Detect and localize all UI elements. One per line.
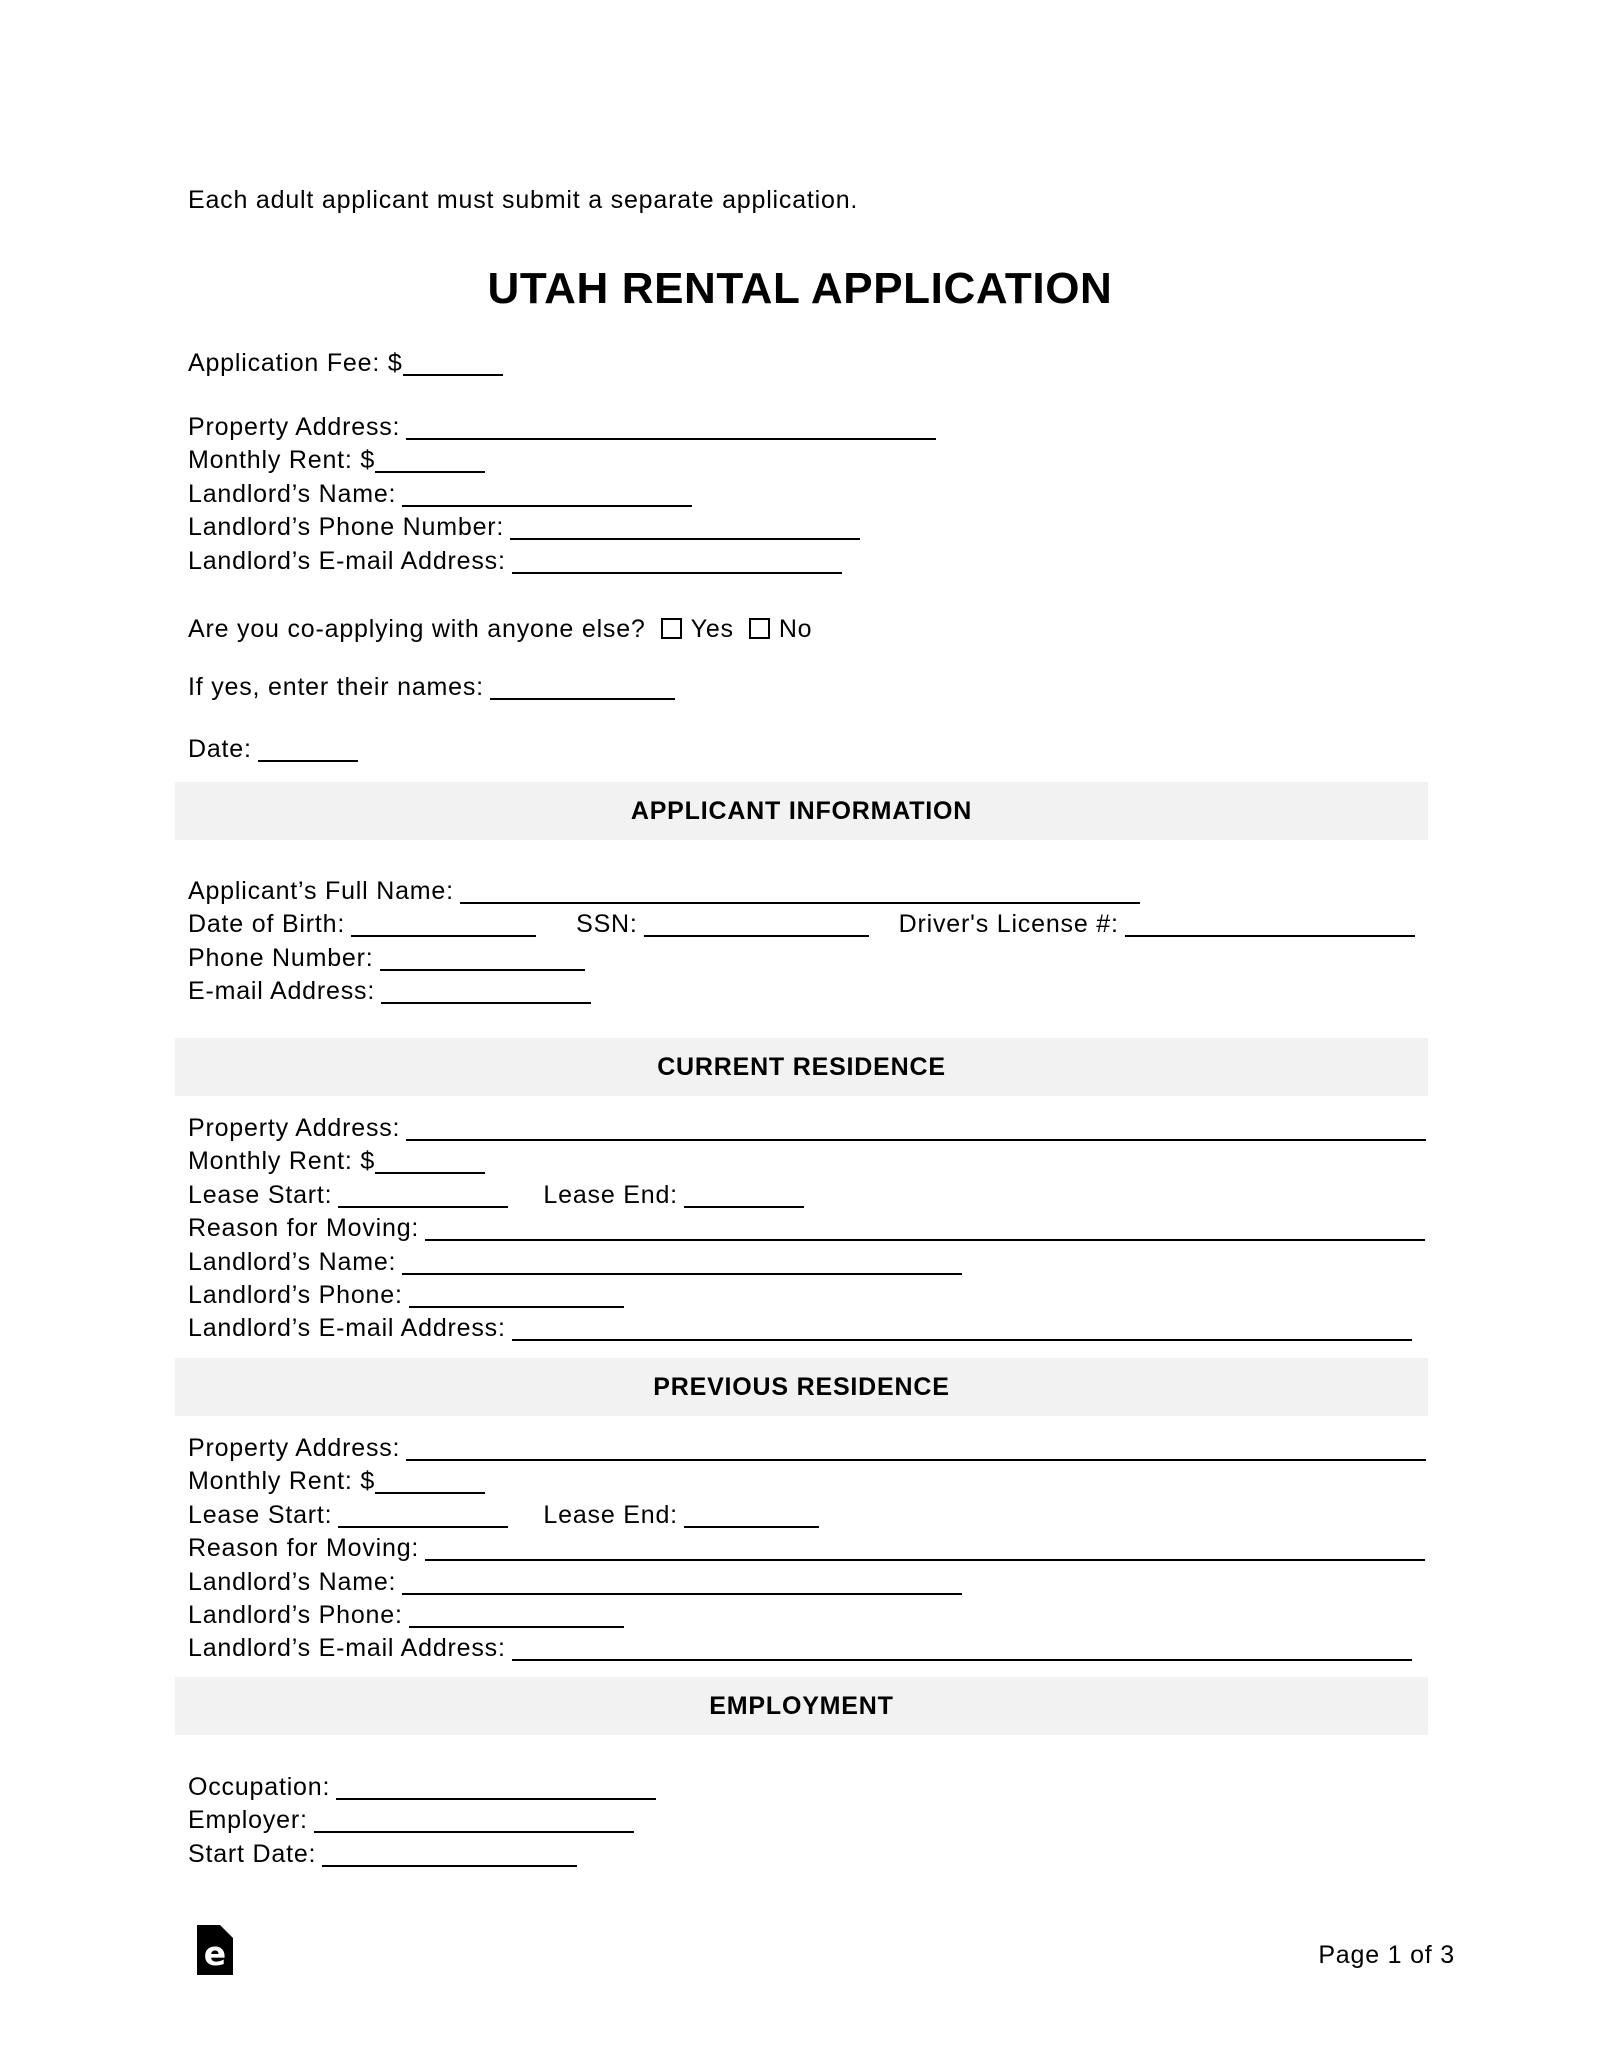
- previous-monthly-rent-input[interactable]: [375, 1476, 485, 1494]
- start-date-line: [188, 1838, 656, 1871]
- current-landlord-email-line: [188, 1312, 1426, 1345]
- section-header-applicant-information: [175, 782, 1428, 840]
- current-reason-line: [188, 1212, 1426, 1245]
- monthly-rent-label: Monthly Rent: $: [188, 446, 376, 475]
- landlord-email-line: [188, 545, 936, 578]
- previous-property-address-input[interactable]: [406, 1443, 1426, 1461]
- current-lease-start-input[interactable]: [338, 1190, 508, 1208]
- current-monthly-rent-input[interactable]: [375, 1156, 485, 1174]
- current-landlord-phone-input[interactable]: [409, 1290, 624, 1308]
- landlord-phone-input[interactable]: [510, 522, 860, 540]
- section-header-employment: [175, 1677, 1428, 1735]
- previous-reason-label: Reason for Moving:: [188, 1534, 420, 1563]
- landlord-phone-line: [188, 511, 936, 544]
- dob-label: Date of Birth:: [188, 910, 346, 939]
- drivers-license-label: Driver's License #:: [898, 910, 1119, 939]
- current-lease-start-label: Lease Start:: [188, 1180, 333, 1209]
- current-residence-block: [188, 1112, 1426, 1346]
- previous-landlord-email-label: Landlord’s E-mail Address:: [188, 1634, 506, 1663]
- phone-number-input[interactable]: [380, 953, 585, 971]
- current-reason-label: Reason for Moving:: [188, 1214, 420, 1243]
- previous-landlord-name-line: [188, 1566, 1426, 1599]
- coapplicant-names-label: If yes, enter their names:: [188, 673, 484, 701]
- current-landlord-email-input[interactable]: [512, 1323, 1412, 1341]
- current-monthly-rent-label: Monthly Rent: $: [188, 1147, 376, 1176]
- current-landlord-phone-label: Landlord’s Phone:: [188, 1281, 403, 1310]
- current-lease-end-label: Lease End:: [543, 1180, 678, 1209]
- start-date-label: Start Date:: [188, 1839, 317, 1868]
- subject-property-block: [188, 411, 936, 578]
- previous-reason-input[interactable]: [425, 1543, 1425, 1561]
- previous-property-address-line: [188, 1432, 1426, 1465]
- eforms-logo-letter: e: [203, 1934, 227, 1973]
- employer-label: Employer:: [188, 1806, 308, 1835]
- landlord-email-input[interactable]: [512, 556, 842, 574]
- section-header-current-residence: [175, 1038, 1428, 1096]
- drivers-license-input[interactable]: [1125, 919, 1415, 937]
- property-address-label: Property Address:: [188, 413, 401, 441]
- coapplicant-names-line: [188, 671, 675, 704]
- current-lease-end-input[interactable]: [684, 1190, 804, 1208]
- email-address-line: [188, 975, 1415, 1008]
- coapply-no-label: No: [778, 615, 813, 643]
- ssn-label: SSN:: [576, 910, 638, 939]
- current-landlord-email-label: Landlord’s E-mail Address:: [188, 1314, 506, 1343]
- full-name-label: Applicant’s Full Name:: [188, 877, 454, 905]
- email-address-input[interactable]: [381, 986, 591, 1004]
- monthly-rent-input[interactable]: [375, 455, 485, 473]
- previous-landlord-phone-label: Landlord’s Phone:: [188, 1601, 403, 1630]
- full-name-input[interactable]: [460, 886, 1140, 904]
- section-header-previous-residence: [175, 1358, 1428, 1416]
- current-monthly-rent-line: [188, 1145, 1426, 1178]
- previous-landlord-name-label: Landlord’s Name:: [188, 1567, 397, 1596]
- email-address-label: E-mail Address:: [188, 977, 376, 1006]
- previous-monthly-rent-label: Monthly Rent: $: [188, 1467, 376, 1496]
- start-date-input[interactable]: [322, 1849, 577, 1867]
- current-landlord-phone-line: [188, 1279, 1426, 1312]
- previous-reason-line: [188, 1532, 1426, 1565]
- current-property-address-label: Property Address:: [188, 1114, 401, 1142]
- previous-landlord-name-input[interactable]: [402, 1577, 962, 1595]
- coapply-line: [188, 613, 812, 646]
- dob-input[interactable]: [351, 919, 536, 937]
- current-property-address-line: [188, 1112, 1426, 1145]
- ssn-input[interactable]: [644, 919, 869, 937]
- landlord-phone-label: Landlord’s Phone Number:: [188, 513, 505, 542]
- previous-property-address-label: Property Address:: [188, 1434, 401, 1462]
- current-landlord-name-label: Landlord’s Name:: [188, 1247, 397, 1276]
- property-address-input[interactable]: [406, 422, 936, 440]
- full-name-line: [188, 875, 1415, 908]
- landlord-name-line: [188, 478, 936, 511]
- previous-lease-start-label: Lease Start:: [188, 1500, 333, 1529]
- employer-input[interactable]: [314, 1815, 634, 1833]
- occupation-label: Occupation:: [188, 1773, 331, 1801]
- dob-ssn-license-line: [188, 908, 1415, 941]
- current-landlord-name-input[interactable]: [402, 1257, 962, 1275]
- previous-landlord-phone-input[interactable]: [409, 1610, 624, 1628]
- previous-lease-end-input[interactable]: [684, 1510, 819, 1528]
- coapplicant-names-input[interactable]: [490, 682, 675, 700]
- intro-text: Each adult applicant must submit a separate application.: [188, 186, 859, 214]
- occupation-input[interactable]: [336, 1782, 656, 1800]
- eforms-logo-icon: [197, 1925, 233, 1975]
- page-title: UTAH RENTAL APPLICATION: [487, 264, 1113, 313]
- coapply-question: Are you co-applying with anyone else?: [188, 615, 646, 643]
- previous-lease-start-input[interactable]: [338, 1510, 508, 1528]
- landlord-name-input[interactable]: [402, 489, 692, 507]
- previous-landlord-phone-line: [188, 1599, 1426, 1632]
- occupation-line: [188, 1771, 656, 1804]
- monthly-rent-line: [188, 444, 936, 477]
- previous-lease-line: [188, 1499, 1426, 1532]
- previous-monthly-rent-line: [188, 1465, 1426, 1498]
- section-header-current-residence-text: CURRENT RESIDENCE: [657, 1052, 946, 1081]
- current-landlord-name-line: [188, 1246, 1426, 1279]
- landlord-name-label: Landlord’s Name:: [188, 479, 397, 508]
- phone-number-line: [188, 942, 1415, 975]
- date-input[interactable]: [258, 744, 358, 762]
- application-fee-input[interactable]: [403, 358, 503, 376]
- current-lease-line: [188, 1179, 1426, 1212]
- current-property-address-input[interactable]: [406, 1123, 1426, 1141]
- date-label: Date:: [188, 735, 252, 763]
- section-header-previous-residence-text: PREVIOUS RESIDENCE: [653, 1372, 950, 1401]
- phone-number-label: Phone Number:: [188, 943, 374, 972]
- coapply-no-checkbox[interactable]: [749, 618, 770, 639]
- coapply-yes-label: Yes: [690, 615, 734, 643]
- date-line: [188, 733, 358, 766]
- application-fee-line: [188, 347, 503, 380]
- previous-landlord-email-line: [188, 1632, 1426, 1665]
- previous-residence-block: [188, 1432, 1426, 1666]
- previous-lease-end-label: Lease End:: [543, 1500, 678, 1529]
- applicant-information-block: [188, 875, 1415, 1009]
- section-header-employment-text: EMPLOYMENT: [709, 1691, 894, 1720]
- property-address-line: [188, 411, 936, 444]
- previous-landlord-email-input[interactable]: [512, 1643, 1412, 1661]
- employment-block: [188, 1771, 656, 1871]
- employer-line: [188, 1804, 656, 1837]
- section-header-applicant-information-text: APPLICANT INFORMATION: [630, 796, 973, 825]
- coapply-yes-checkbox[interactable]: [661, 618, 682, 639]
- current-reason-input[interactable]: [425, 1223, 1425, 1241]
- landlord-email-label: Landlord’s E-mail Address:: [188, 546, 506, 575]
- page-number: Page 1 of 3: [1318, 1941, 1455, 1969]
- application-fee-label: Application Fee: $: [188, 349, 403, 377]
